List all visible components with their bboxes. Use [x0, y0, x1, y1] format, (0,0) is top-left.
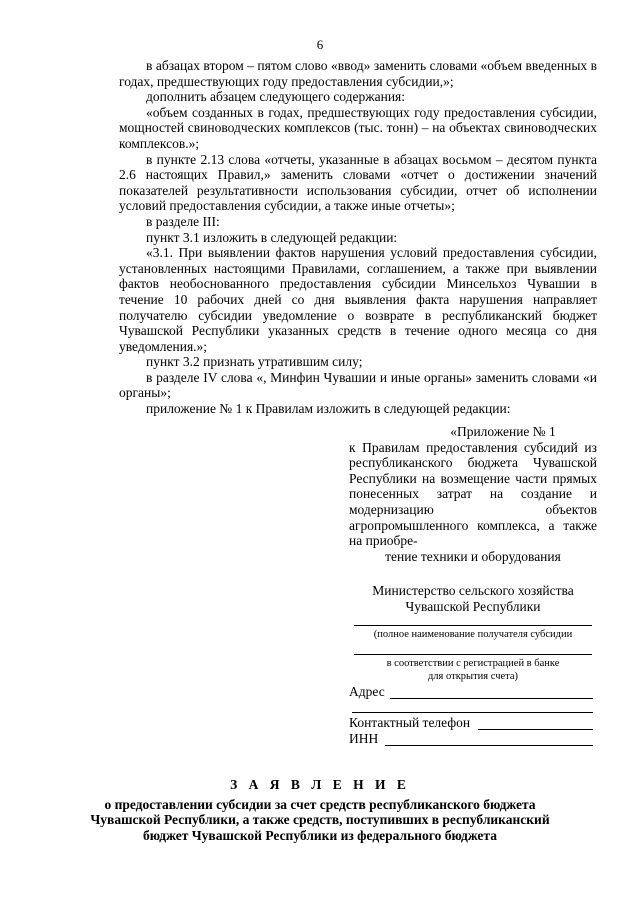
appendix-text: к Правилам предоставления субсидий из республиканского бюджета Чувашской Республики на возмещение части прямых понесенных затрат на создание и модернизацию объектов агропромышленного комплекса, а также на приобре-	[349, 439, 597, 549]
heading-line-3: бюджет Чувашской Республики из федерального бюджета	[143, 827, 497, 843]
appendix-text-end: тение техники и оборудования	[385, 548, 561, 564]
heading-title: З А Я В Л Е Н И Е	[230, 777, 410, 792]
bank-caption-line-1: в соответствии с регистрацией в банке	[386, 658, 560, 669]
recipient-bank-line	[354, 654, 592, 655]
phone-label: Контактный телефон	[349, 715, 471, 730]
paragraph: в абзацах втором – пятом слово «ввод» заменить словами «объем введенных в годах, предшествующих году предоставления субсидии,»;	[119, 58, 597, 89]
recipient-name-line	[354, 625, 592, 626]
phone-line	[478, 729, 593, 730]
bank-caption-line-2: для открытия счета)	[427, 671, 519, 682]
ministry-line-2: Чувашской Республики	[405, 598, 541, 614]
inn-label: ИНН	[349, 731, 379, 746]
application-heading	[0, 777, 640, 843]
inn-line	[385, 745, 593, 746]
appendix-block	[349, 424, 597, 564]
paragraph: в разделе IV слова «, Минфин Чувашии и иные органы» заменить словами «и органы»;	[119, 369, 597, 401]
paragraph: в разделе III:	[146, 213, 220, 229]
amendments-body	[119, 58, 597, 417]
appendix-title: «Приложение № 1	[450, 424, 556, 439]
address-line-1	[390, 698, 593, 699]
paragraph: пункт 3.2 признать утратившим силу;	[146, 354, 363, 370]
paragraph: «3.1. При выявлении фактов нарушения условий предоставления субсидии, установленных настоящими Правилами, соглашением, а также при выявлении фактов необоснованного предоставления субсидии Минсельхоз Чувашии в течение 10 рабочих дней со дня выявления факта нарушения направляет получателю субсидии уведомление о возврате в республиканский бюджет Чувашской Республики указанных средств в течение одного месяца со дня уведомления.»;	[119, 245, 597, 354]
addressee-ministry	[349, 583, 597, 614]
address-label: Адрес	[349, 684, 385, 699]
heading-line-2: Чувашской Республики, а также средств, поступивших в республиканский	[90, 812, 550, 828]
recipient-name-caption: (полное наименование получателя субсидии	[373, 629, 573, 640]
paragraph: в пункте 2.13 слова «отчеты, указанные в абзацах восьмом – десятом пункта 2.6 настоящих Правил,» заменить словами «отчет о достижении значений показателей результативности использования субсидии, отчет об исполнении условий предоставления субсидии, а также иные отчеты»;	[119, 151, 597, 214]
paragraph: приложение № 1 к Правилам изложить в следующей редакции:	[146, 401, 511, 417]
ministry-line-1: Министерство сельского хозяйства	[372, 583, 574, 598]
address-line-2	[352, 712, 593, 713]
paragraph: дополнить абзацем следующего содержания:	[146, 89, 406, 105]
paragraph: «объем созданных в годах, предшествующих году предоставления субсидии, мощностей свиноводческих комплексов (тыс. тонн) – на объектах свиноводческих комплексов.»;	[119, 104, 597, 151]
page-number: 6	[316, 37, 324, 52]
paragraph: пункт 3.1 изложить в следующей редакции:	[146, 229, 398, 245]
heading-line-1: о предоставлении субсидии за счет средств республиканского бюджета	[104, 796, 536, 812]
